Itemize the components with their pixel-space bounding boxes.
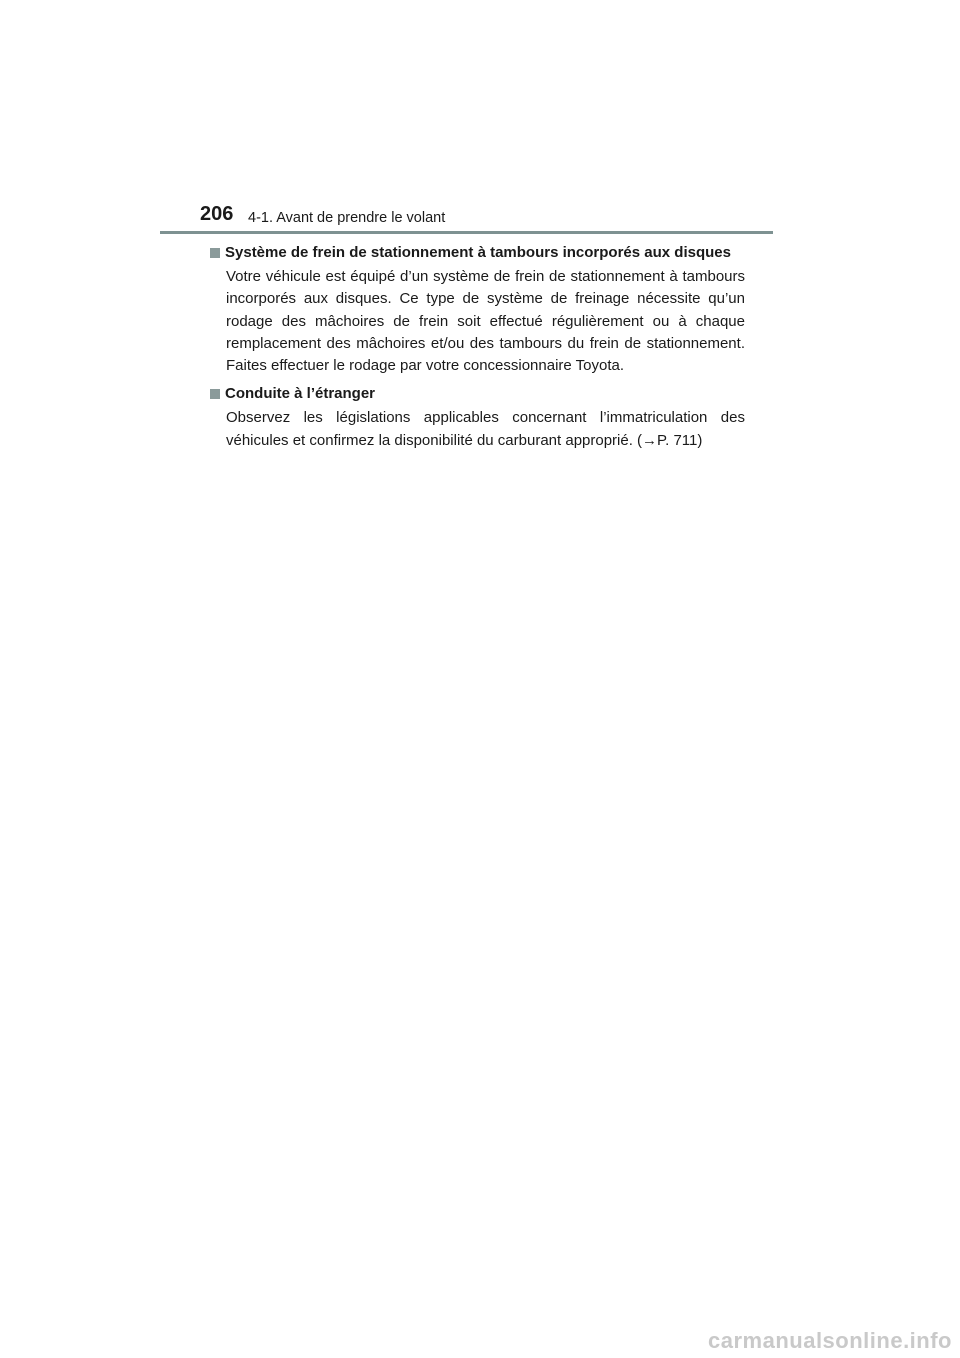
item-body: Votre véhicule est équipé d’un système de frein de stationnement à tambours incorporés aux disques. Ce type de système de freinage nécessite qu’un rodage des mâchoires de frein soit effectué régulièrement ou à chaque remplacement des mâchoires et/ou des tambours du frein de stationnement. Faites effectuer le rodage par votre concessionnaire Toyota. — [226, 268, 745, 375]
watermark: carmanualsonline.info — [708, 1328, 952, 1353]
section-item — [210, 383, 745, 452]
item-heading-text: Système de frein de stationnement à tambours incorporés aux disques — [225, 244, 731, 261]
header-rule — [160, 231, 773, 234]
item-heading — [210, 242, 745, 264]
item-heading — [210, 383, 745, 405]
square-bullet-icon — [210, 248, 220, 258]
item-body: Observez les législations applicables concernant l’immatriculation des véhicules et confirmez la disponibilité du carburant approprié. (→P. 711) — [226, 409, 745, 449]
page-content — [210, 242, 745, 458]
item-heading-text: Conduite à l’étranger — [225, 385, 376, 403]
section-title: 4-1. Avant de prendre le volant — [248, 210, 446, 226]
square-bullet-icon — [210, 389, 220, 399]
section-item — [210, 242, 745, 377]
page-number: 206 — [200, 203, 234, 225]
